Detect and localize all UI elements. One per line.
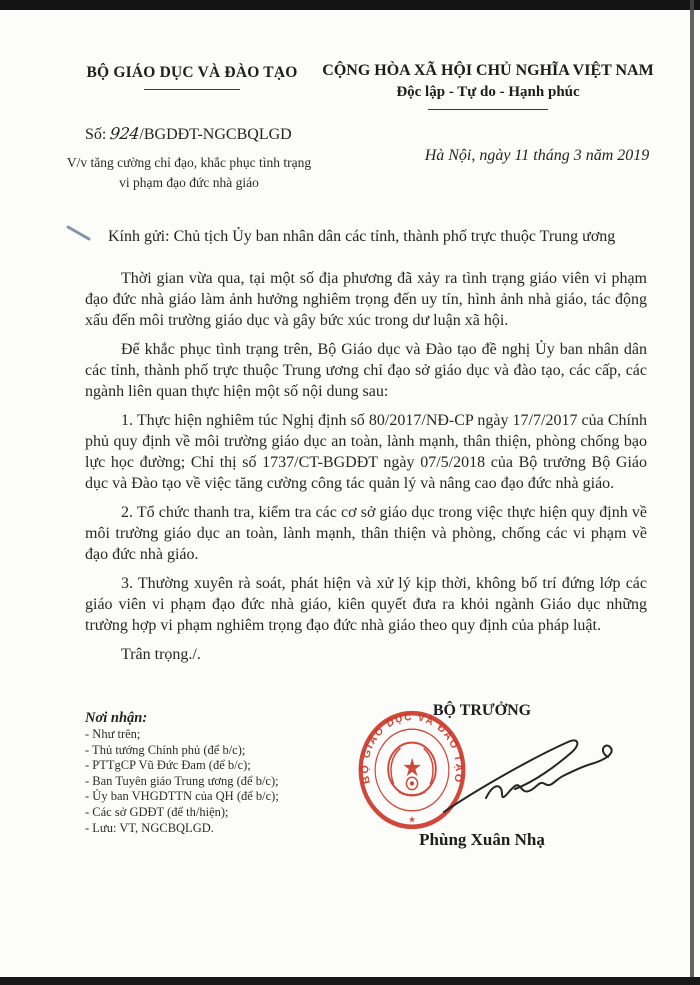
recipient-item: - Lưu: VT, NGCBQLGD. [85,820,214,835]
document-number-suffix: /BGDĐT-NGCBQLGD [139,126,292,143]
stamp-emblem-star: ★ [401,755,423,783]
national-title: CỘNG HÒA XÃ HỘI CHỦ NGHĨA VIỆT NAM [322,62,654,79]
document-number-label: Số: [85,126,111,143]
recipient-item: - PTTgCP Vũ Đức Đam (để b/c); [85,758,251,773]
pen-mark-artifact [66,224,92,242]
handwritten-signature [428,720,640,815]
recipient-item: - Như trên; [85,727,141,741]
place-and-date: Hà Nội, ngày 11 tháng 3 năm 2019 [424,147,650,164]
signer-name: Phùng Xuân Nhạ [419,830,545,849]
recipient-item: - Ủy ban VHGDTTN của QH (để b/c); [85,789,279,804]
recipient-item: - Các sở GDĐT (để th/hiện); [85,804,229,819]
body-paragraph: Để khắc phục tình trạng trên, Bộ Giáo dục và Đào tạo đề nghị Ủy ban nhân dân các tỉnh, thành phố trực thuộc Trung ương chỉ đạo sở giáo dục và đào tạo, các cấp, các ngành liên quan thực hiện một số nội dung sau: [85,341,647,400]
national-header-block [310,62,666,110]
body-paragraph-item-3: 3. Thường xuyên rà soát, phát hiện và xử lý kịp thời, không bố trí đứng lớp các giáo viên vi phạm đạo đức nhà giáo, kiên quyết đưa ra khỏi ngành Giáo dục những trường hợp vi phạm nghiêm trọng đạo đức nhà giáo theo quy định của pháp luật. [85,575,647,634]
body-paragraph-item-1: 1. Thực hiện nghiêm túc Nghị định số 80/2017/NĐ-CP ngày 17/7/2017 của Chính phủ quy định về môi trường giáo dục an toàn, lành mạnh, thân thiện, phòng chống bạo lực học đường; Chỉ thị số 1737/CT-BGDĐT ngày 07/5/2018 của Bộ trưởng Bộ Giáo dục và Đào tạo về việc tăng cường công tác quản lý và nâng cao đạo đức nhà giáo. [85,412,647,492]
scan-border-top [0,0,700,10]
issuing-agency-block [78,64,306,90]
closing-line: Trân trọng./. [121,646,201,663]
document-subject: V/v tăng cường chỉ đạo, khắc phục tình trạng vi phạm đạo đức nhà giáo [66,155,312,191]
letter-body [85,268,647,673]
document-number [85,124,292,144]
recipients-block [85,710,279,836]
scan-border-bottom [0,977,700,985]
letter-footer [0,698,700,883]
issuing-agency-name: BỘ GIÁO DỤC VÀ ĐÀO TẠO [86,64,298,81]
motto-underline [428,109,548,110]
stamp-bottom-star: ★ [408,815,416,825]
issuer-underline [144,89,240,90]
document-number-value: 924 [109,124,141,143]
stamp-ring-text: BỘ GIÁO DỤC VÀ ĐÀO TẠO [360,711,464,785]
recipient-item: - Ban Tuyên giáo Trung ương (để b/c); [85,773,279,788]
signer-title: BỘ TRƯỞNG [432,702,532,719]
salutation-line: Kính gửi: Chủ tịch Ủy ban nhân dân các tỉnh, thành phố trực thuộc Trung ương [108,228,616,245]
body-paragraph: Thời gian vừa qua, tại một số địa phương đã xảy ra tình trạng giáo viên vi phạm đạo đức nhà giáo làm ảnh hưởng nghiêm trọng đến uy tín, hình ảnh nhà giáo, tác động xấu đến môi trường giáo dục và gây bức xúc trong dư luận xã hội. [85,270,647,329]
recipients-label: Nơi nhận: [85,710,148,726]
recipient-item: - Thủ tướng Chính phủ (để b/c); [85,742,246,757]
body-paragraph-item-2: 2. Tổ chức thanh tra, kiểm tra các cơ sở giáo dục trong việc thực hiện quy định về môi trường giáo dục an toàn, lành mạnh, thân thiện và phòng, chống các vi phạm về đạo đức nhà giáo. [85,504,647,563]
national-motto: Độc lập - Tự do - Hạnh phúc [396,84,580,100]
